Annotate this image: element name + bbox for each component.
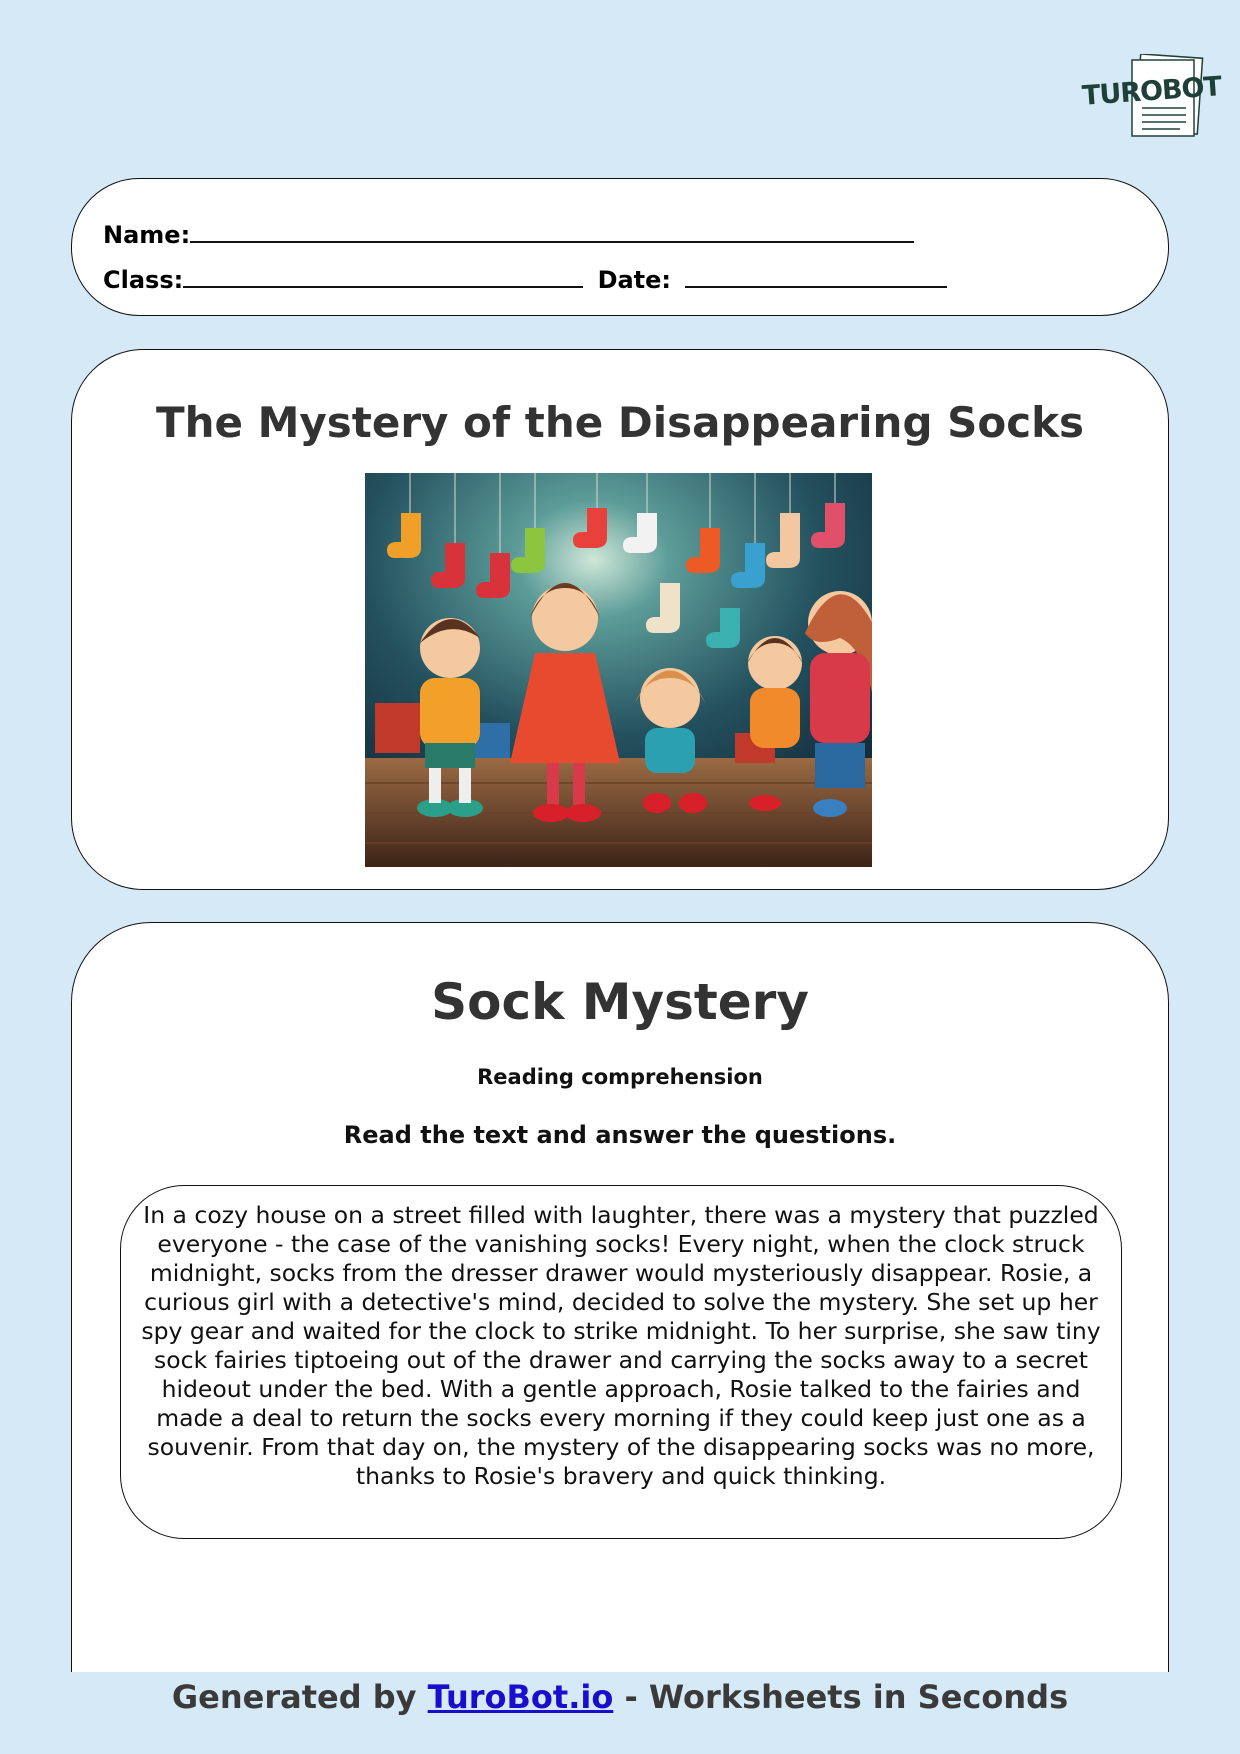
turobot-link[interactable]: TuroBot.io [427, 1678, 614, 1716]
name-row [103, 219, 914, 249]
story-title: The Mystery of the Disappearing Socks [155, 398, 1085, 447]
class-label: Class: [103, 266, 184, 294]
worksheet-heading: Sock Mystery [431, 973, 809, 1031]
date-label: Date: [597, 266, 672, 294]
turobot-logo [1080, 54, 1222, 140]
date-field[interactable] [685, 264, 947, 288]
footer [0, 1672, 1240, 1754]
footer-suffix: - Worksheets in Seconds [613, 1678, 1069, 1716]
worksheet-instructions: Read the text and answer the questions. [343, 1121, 897, 1149]
class-field[interactable] [183, 264, 583, 288]
reading-passage: In a cozy house on a street filled with laughter, there was a mystery that puzzled everyone - the case of the vanishing socks! Every night, when the clock struck midnight, socks from the dresser drawer would mysteriously disappear. Rosie, a curious girl with a detective's mind, decided to solve the mystery. She set up her spy gear and waited for the clock to strike midnight. To her surprise, she saw tiny sock fairies tiptoeing out of the drawer and carrying the socks away to a secret hideout under the bed. With a gentle approach, Rosie talked to the fairies and made a deal to return the socks every morning if they could keep just one as a souvenir. From that day on, the mystery of the disappearing socks was no more, thanks to Rosie's bravery and quick thinking. [120, 1185, 1122, 1539]
story-title-card [71, 349, 1169, 890]
name-field[interactable] [190, 219, 914, 243]
name-label: Name: [103, 221, 191, 249]
worksheet-card [71, 922, 1169, 1682]
class-date-row [103, 264, 947, 294]
worksheet-subheading: Reading comprehension [477, 1065, 763, 1089]
logo-text: TUROBOT [1081, 71, 1222, 112]
footer-prefix: Generated by [171, 1678, 428, 1716]
story-illustration [365, 473, 872, 867]
student-info-card [71, 178, 1169, 316]
